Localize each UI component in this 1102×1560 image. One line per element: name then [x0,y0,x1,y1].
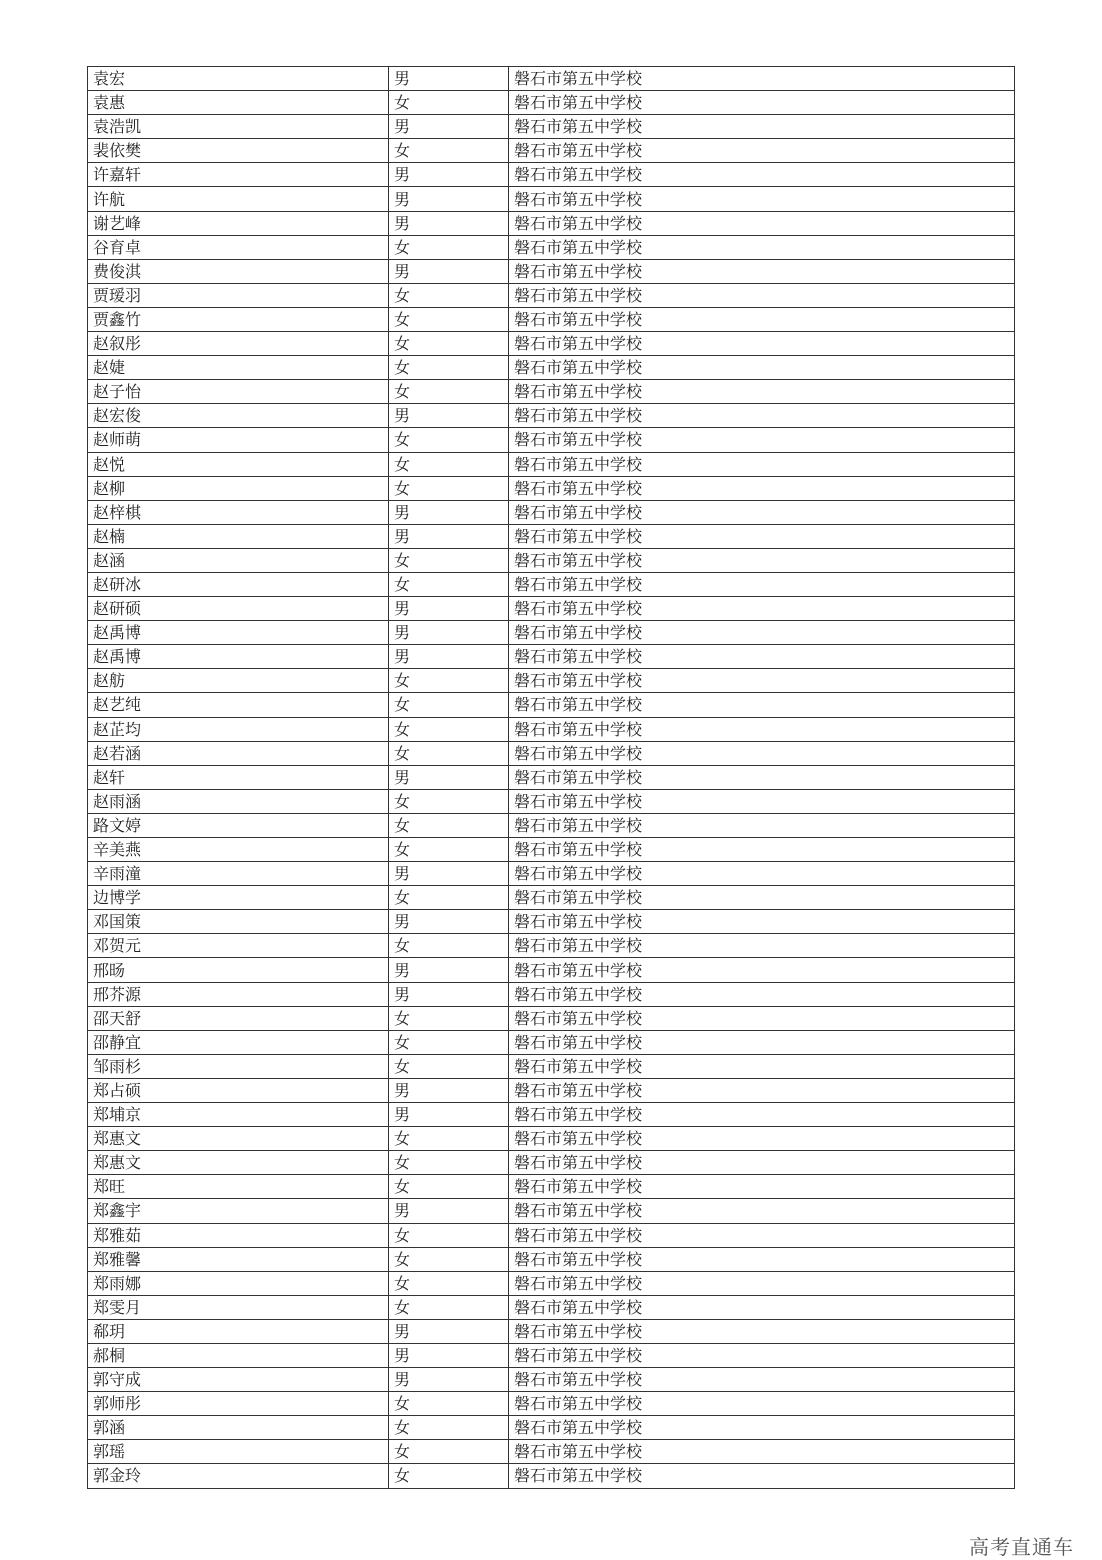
gender-cell: 男 [389,115,509,139]
school-cell: 磐石市第五中学校 [509,1006,1015,1030]
student-name-cell: 郑埔京 [88,1103,389,1127]
school-cell: 磐石市第五中学校 [509,669,1015,693]
school-cell: 磐石市第五中学校 [509,741,1015,765]
gender-cell: 女 [389,572,509,596]
gender-cell: 女 [389,1464,509,1488]
gender-cell: 男 [389,1103,509,1127]
gender-cell: 女 [389,717,509,741]
gender-cell: 女 [389,332,509,356]
gender-cell: 女 [389,1054,509,1078]
student-name-cell: 邓国策 [88,910,389,934]
student-name-cell: 赵艺纯 [88,693,389,717]
table-row [88,91,1015,115]
roster-body [88,67,1015,1489]
table-row [88,693,1015,717]
table-row [88,1127,1015,1151]
student-name-cell: 郑占硕 [88,1078,389,1102]
student-name-cell: 赵轩 [88,765,389,789]
school-cell: 磐石市第五中学校 [509,476,1015,500]
student-name-cell: 赵叙彤 [88,332,389,356]
gender-cell: 女 [389,669,509,693]
student-name-cell: 赵宏俊 [88,404,389,428]
student-name-cell: 赵涵 [88,548,389,572]
gender-cell: 男 [389,1199,509,1223]
table-row [88,621,1015,645]
gender-cell: 女 [389,813,509,837]
gender-cell: 女 [389,380,509,404]
school-cell: 磐石市第五中学校 [509,1271,1015,1295]
student-name-cell: 赵研硕 [88,597,389,621]
watermark-text: 高考直通车 [969,1535,1074,1559]
gender-cell: 女 [389,1175,509,1199]
table-row [88,958,1015,982]
school-cell: 磐石市第五中学校 [509,1223,1015,1247]
student-name-cell: 赵师萌 [88,428,389,452]
table-row [88,645,1015,669]
table-row [88,1440,1015,1464]
table-row [88,1199,1015,1223]
table-row [88,982,1015,1006]
school-cell: 磐石市第五中学校 [509,934,1015,958]
gender-cell: 男 [389,597,509,621]
school-cell: 磐石市第五中学校 [509,91,1015,115]
gender-cell: 女 [389,934,509,958]
school-cell: 磐石市第五中学校 [509,838,1015,862]
student-name-cell: 郑雨娜 [88,1271,389,1295]
gender-cell: 男 [389,524,509,548]
gender-cell: 女 [389,886,509,910]
school-cell: 磐石市第五中学校 [509,139,1015,163]
gender-cell: 女 [389,428,509,452]
school-cell: 磐石市第五中学校 [509,500,1015,524]
table-row [88,476,1015,500]
gender-cell: 男 [389,1078,509,1102]
table-row [88,1343,1015,1367]
table-row [88,1078,1015,1102]
school-cell: 磐石市第五中学校 [509,1103,1015,1127]
student-name-cell: 郑鑫宇 [88,1199,389,1223]
gender-cell: 男 [389,862,509,886]
table-row [88,765,1015,789]
school-cell: 磐石市第五中学校 [509,765,1015,789]
school-cell: 磐石市第五中学校 [509,548,1015,572]
gender-cell: 男 [389,765,509,789]
school-cell: 磐石市第五中学校 [509,1319,1015,1343]
table-row [88,910,1015,934]
student-name-cell: 袁宏 [88,67,389,91]
gender-cell: 男 [389,404,509,428]
student-name-cell: 边博学 [88,886,389,910]
gender-cell: 男 [389,259,509,283]
student-name-cell: 路文婷 [88,813,389,837]
student-name-cell: 辛雨潼 [88,862,389,886]
gender-cell: 女 [389,1440,509,1464]
table-row [88,789,1015,813]
table-row [88,1319,1015,1343]
school-cell: 磐石市第五中学校 [509,1416,1015,1440]
school-cell: 磐石市第五中学校 [509,524,1015,548]
gender-cell: 女 [389,1223,509,1247]
table-row [88,163,1015,187]
school-cell: 磐石市第五中学校 [509,862,1015,886]
student-name-cell: 邵天舒 [88,1006,389,1030]
table-row [88,572,1015,596]
table-row [88,741,1015,765]
school-cell: 磐石市第五中学校 [509,789,1015,813]
student-name-cell: 赵舫 [88,669,389,693]
table-row [88,452,1015,476]
school-cell: 磐石市第五中学校 [509,1078,1015,1102]
gender-cell: 男 [389,1368,509,1392]
student-name-cell: 郝桐 [88,1343,389,1367]
student-name-cell: 邵静宜 [88,1030,389,1054]
student-name-cell: 邓贺元 [88,934,389,958]
table-row [88,813,1015,837]
student-name-cell: 费俊淇 [88,259,389,283]
gender-cell: 男 [389,187,509,211]
gender-cell: 女 [389,356,509,380]
school-cell: 磐石市第五中学校 [509,1151,1015,1175]
student-roster-table [87,66,1015,1489]
school-cell: 磐石市第五中学校 [509,259,1015,283]
table-row [88,500,1015,524]
table-row [88,934,1015,958]
student-name-cell: 谢艺峰 [88,211,389,235]
table-row [88,862,1015,886]
student-name-cell: 郭师彤 [88,1392,389,1416]
school-cell: 磐石市第五中学校 [509,621,1015,645]
student-name-cell: 贾鑫竹 [88,307,389,331]
table-row [88,139,1015,163]
school-cell: 磐石市第五中学校 [509,1295,1015,1319]
student-name-cell: 赵若涵 [88,741,389,765]
school-cell: 磐石市第五中学校 [509,1343,1015,1367]
student-name-cell: 邢旸 [88,958,389,982]
school-cell: 磐石市第五中学校 [509,645,1015,669]
table-row [88,235,1015,259]
table-row [88,597,1015,621]
school-cell: 磐石市第五中学校 [509,115,1015,139]
table-row [88,380,1015,404]
school-cell: 磐石市第五中学校 [509,1054,1015,1078]
school-cell: 磐石市第五中学校 [509,307,1015,331]
school-cell: 磐石市第五中学校 [509,1368,1015,1392]
student-name-cell: 赵禹博 [88,621,389,645]
gender-cell: 女 [389,1247,509,1271]
student-name-cell: 邹雨杉 [88,1054,389,1078]
table-row [88,307,1015,331]
table-row [88,1175,1015,1199]
student-name-cell: 郭瑶 [88,1440,389,1464]
table-row [88,404,1015,428]
gender-cell: 男 [389,163,509,187]
school-cell: 磐石市第五中学校 [509,428,1015,452]
table-row [88,1030,1015,1054]
table-row [88,283,1015,307]
gender-cell: 男 [389,621,509,645]
table-row [88,1054,1015,1078]
student-name-cell: 郑雅馨 [88,1247,389,1271]
school-cell: 磐石市第五中学校 [509,813,1015,837]
school-cell: 磐石市第五中学校 [509,1392,1015,1416]
gender-cell: 男 [389,645,509,669]
table-row [88,1223,1015,1247]
table-row [88,548,1015,572]
table-row [88,524,1015,548]
table-row [88,259,1015,283]
school-cell: 磐石市第五中学校 [509,1440,1015,1464]
gender-cell: 女 [389,1392,509,1416]
school-cell: 磐石市第五中学校 [509,1464,1015,1488]
student-name-cell: 赵婕 [88,356,389,380]
student-name-cell: 郭金玲 [88,1464,389,1488]
gender-cell: 女 [389,476,509,500]
gender-cell: 女 [389,548,509,572]
student-name-cell: 许嘉轩 [88,163,389,187]
gender-cell: 女 [389,307,509,331]
school-cell: 磐石市第五中学校 [509,235,1015,259]
student-name-cell: 赵禹博 [88,645,389,669]
gender-cell: 女 [389,1416,509,1440]
student-name-cell: 贾瑷羽 [88,283,389,307]
gender-cell: 女 [389,741,509,765]
school-cell: 磐石市第五中学校 [509,693,1015,717]
gender-cell: 男 [389,958,509,982]
school-cell: 磐石市第五中学校 [509,886,1015,910]
student-name-cell: 袁惠 [88,91,389,115]
school-cell: 磐石市第五中学校 [509,163,1015,187]
gender-cell: 男 [389,211,509,235]
student-name-cell: 赵梓棋 [88,500,389,524]
table-row [88,886,1015,910]
school-cell: 磐石市第五中学校 [509,67,1015,91]
student-name-cell: 赵子怡 [88,380,389,404]
student-name-cell: 谷育卓 [88,235,389,259]
table-row [88,115,1015,139]
table-row [88,1464,1015,1488]
gender-cell: 男 [389,982,509,1006]
table-row [88,1247,1015,1271]
gender-cell: 男 [389,67,509,91]
table-row [88,1271,1015,1295]
student-name-cell: 赵芷均 [88,717,389,741]
table-row [88,211,1015,235]
gender-cell: 男 [389,500,509,524]
student-name-cell: 郑惠文 [88,1151,389,1175]
school-cell: 磐石市第五中学校 [509,404,1015,428]
table-row [88,717,1015,741]
school-cell: 磐石市第五中学校 [509,211,1015,235]
gender-cell: 女 [389,1271,509,1295]
table-row [88,1392,1015,1416]
gender-cell: 女 [389,693,509,717]
gender-cell: 男 [389,1343,509,1367]
gender-cell: 女 [389,452,509,476]
student-name-cell: 辛美燕 [88,838,389,862]
school-cell: 磐石市第五中学校 [509,1175,1015,1199]
student-name-cell: 郭涵 [88,1416,389,1440]
school-cell: 磐石市第五中学校 [509,1127,1015,1151]
student-name-cell: 邢芥源 [88,982,389,1006]
gender-cell: 女 [389,139,509,163]
student-name-cell: 许航 [88,187,389,211]
table-row [88,332,1015,356]
school-cell: 磐石市第五中学校 [509,1030,1015,1054]
table-row [88,187,1015,211]
table-row [88,1151,1015,1175]
gender-cell: 男 [389,1319,509,1343]
school-cell: 磐石市第五中学校 [509,958,1015,982]
table-row [88,356,1015,380]
student-name-cell: 郑雅茹 [88,1223,389,1247]
table-row [88,669,1015,693]
student-name-cell: 郗玥 [88,1319,389,1343]
gender-cell: 女 [389,1295,509,1319]
school-cell: 磐石市第五中学校 [509,982,1015,1006]
school-cell: 磐石市第五中学校 [509,1247,1015,1271]
gender-cell: 女 [389,283,509,307]
gender-cell: 女 [389,91,509,115]
table-row [88,428,1015,452]
student-name-cell: 郑雯月 [88,1295,389,1319]
student-name-cell: 赵研冰 [88,572,389,596]
gender-cell: 女 [389,1151,509,1175]
student-name-cell: 赵柳 [88,476,389,500]
school-cell: 磐石市第五中学校 [509,717,1015,741]
table-row [88,838,1015,862]
school-cell: 磐石市第五中学校 [509,187,1015,211]
table-row [88,1103,1015,1127]
school-cell: 磐石市第五中学校 [509,910,1015,934]
gender-cell: 女 [389,838,509,862]
school-cell: 磐石市第五中学校 [509,452,1015,476]
school-cell: 磐石市第五中学校 [509,597,1015,621]
gender-cell: 女 [389,1006,509,1030]
student-name-cell: 郑旺 [88,1175,389,1199]
gender-cell: 女 [389,1127,509,1151]
student-name-cell: 郭守成 [88,1368,389,1392]
gender-cell: 女 [389,789,509,813]
table-row [88,67,1015,91]
student-name-cell: 袁浩凯 [88,115,389,139]
table-row [88,1368,1015,1392]
student-name-cell: 赵悦 [88,452,389,476]
student-name-cell: 郑惠文 [88,1127,389,1151]
gender-cell: 男 [389,910,509,934]
gender-cell: 女 [389,1030,509,1054]
table-row [88,1416,1015,1440]
school-cell: 磐石市第五中学校 [509,332,1015,356]
school-cell: 磐石市第五中学校 [509,572,1015,596]
student-name-cell: 裴依樊 [88,139,389,163]
school-cell: 磐石市第五中学校 [509,380,1015,404]
student-name-cell: 赵雨涵 [88,789,389,813]
student-name-cell: 赵楠 [88,524,389,548]
table-row [88,1006,1015,1030]
school-cell: 磐石市第五中学校 [509,1199,1015,1223]
table-row [88,1295,1015,1319]
school-cell: 磐石市第五中学校 [509,283,1015,307]
gender-cell: 女 [389,235,509,259]
school-cell: 磐石市第五中学校 [509,356,1015,380]
